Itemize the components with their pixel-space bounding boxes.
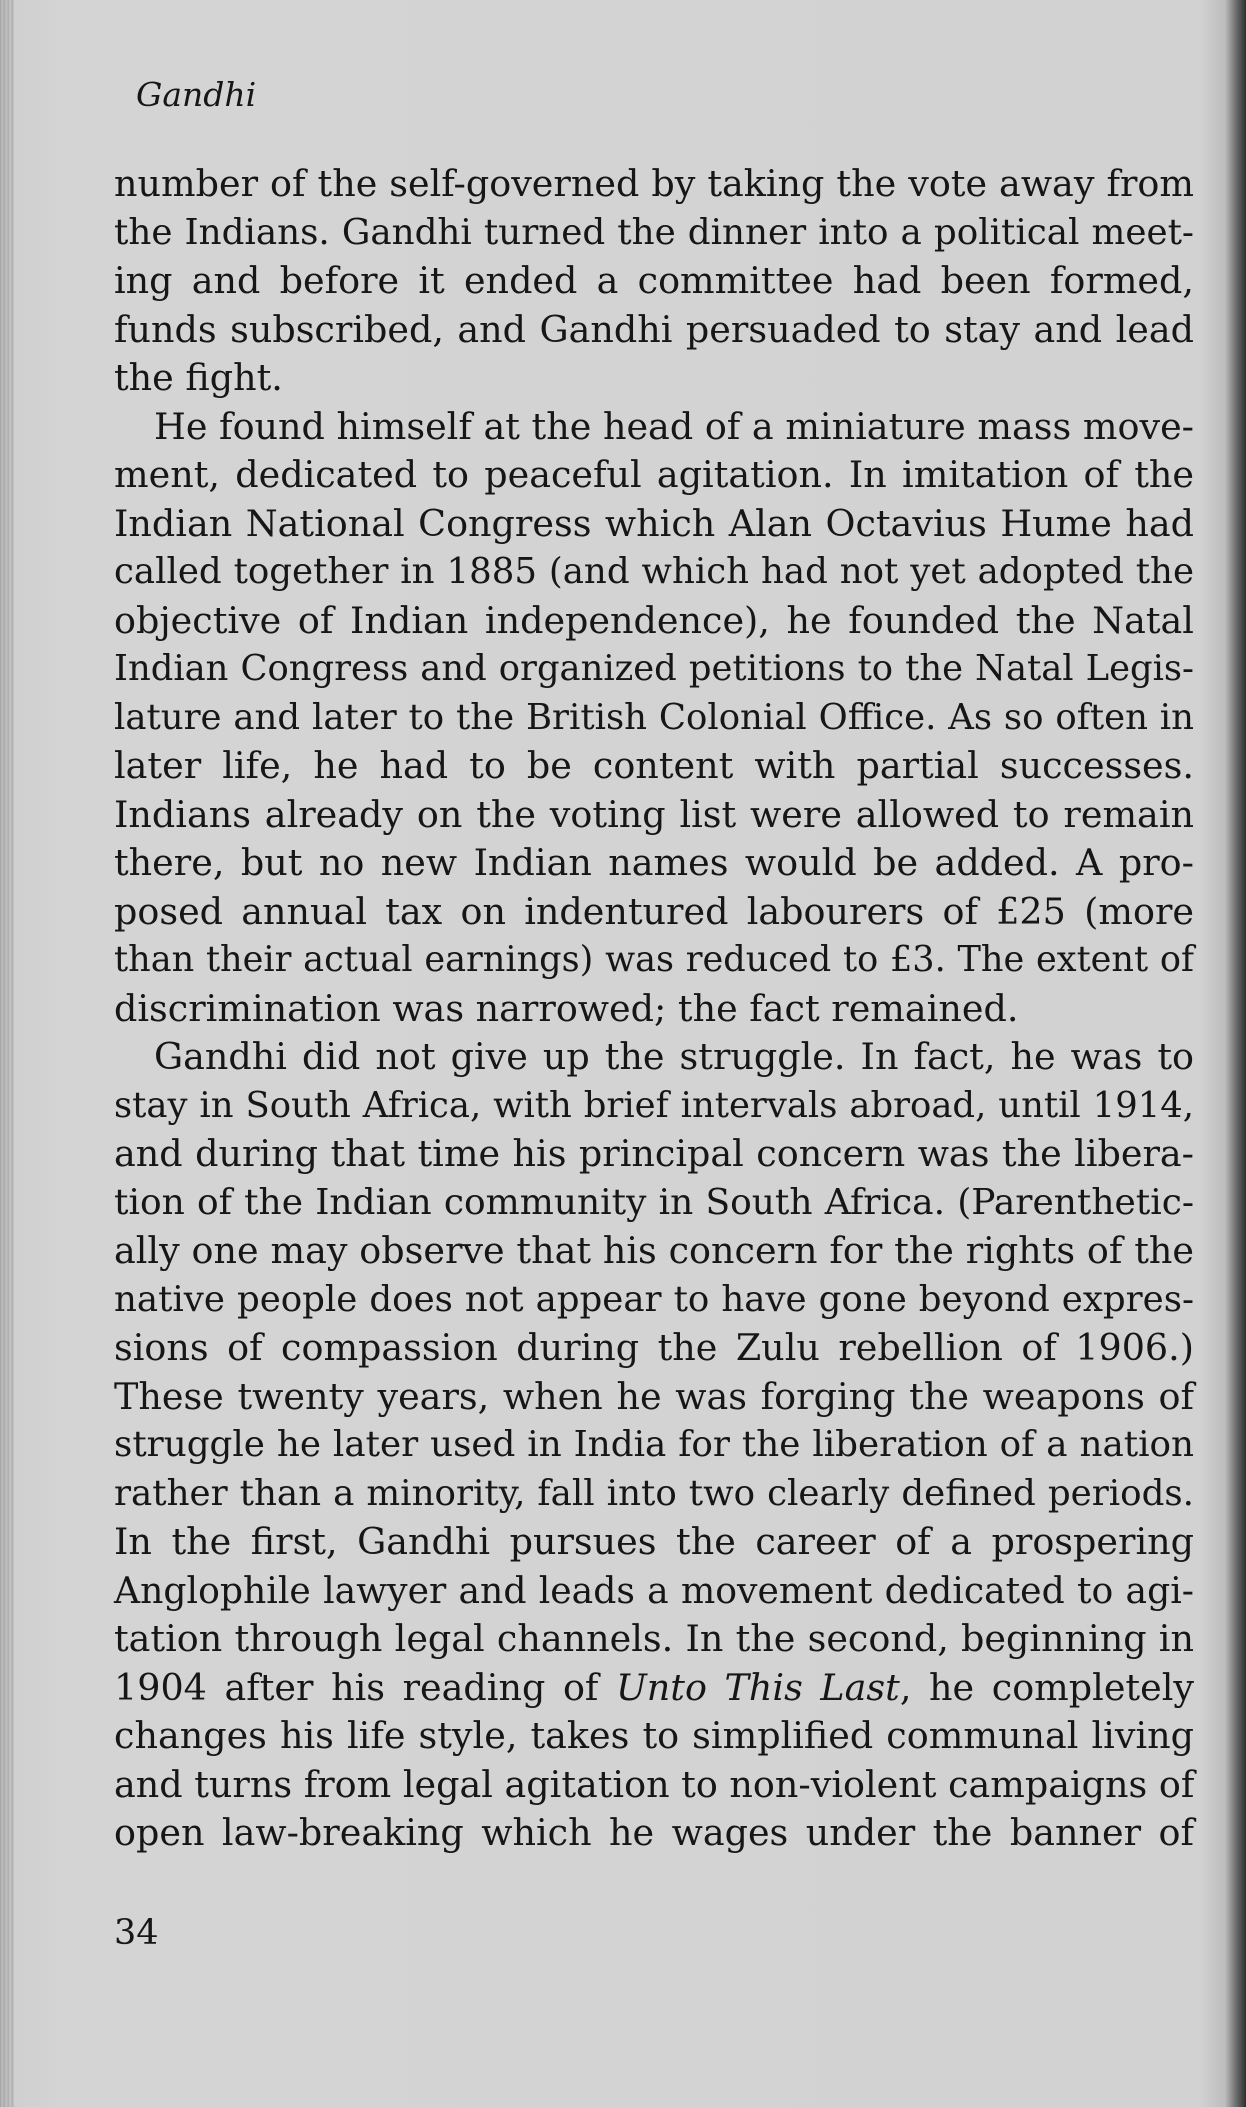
text-line: lature and later to the British Colonial Office. As so often in [114, 696, 1194, 738]
text-line: Indian Congress and organized petitions to the Natal Legis- [114, 648, 1194, 689]
text-line: These twenty years, when he was forging the weapons of [114, 1374, 1194, 1418]
text-line: and turns from legal agitation to non-violent campaigns of [114, 1762, 1195, 1806]
text-line: objective of Indian independence), he founded the Natal [114, 598, 1194, 642]
text-line: He found himself at the head of a miniature mass move- [154, 404, 1194, 448]
text-line: stay in South Africa, with brief intervals abroad, until 1914, [114, 1084, 1194, 1126]
text-line: funds subscribed, and Gandhi persuaded to stay and lead [114, 307, 1194, 351]
text-line: the fight. [114, 356, 283, 399]
page-number: 34 [114, 1913, 159, 1953]
text-line: native people does not appear to have gone beyond expres- [114, 1278, 1194, 1320]
binding-edge [0, 0, 14, 2107]
text-line: ment, dedicated to peaceful agitation. In imitation of the [114, 453, 1194, 496]
text-run: 1904 after his reading of [114, 1665, 617, 1709]
body-text [114, 160, 1194, 1858]
text-line: the Indians. Gandhi turned the dinner into a political meet- [114, 211, 1194, 253]
text-line: Anglophile lawyer and leads a movement dedicated to agi- [114, 1568, 1194, 1612]
text-line: rather than a minority, fall into two clearly defined periods. [114, 1472, 1194, 1514]
text-line [114, 1664, 1194, 1713]
text-line: ally one may observe that his concern for the rights of the [114, 1229, 1194, 1272]
text-line: called together in 1885 (and which had not yet adopted the [114, 551, 1194, 592]
text-line: In the first, Gandhi pursues the career of a prospering [114, 1520, 1194, 1563]
text-line: tation through legal channels. In the second, beginning in [114, 1617, 1194, 1660]
text-line: sions of compassion during the Zulu rebellion of 1906.) [114, 1326, 1194, 1369]
text-line: there, but no new Indian names would be added. A pro- [114, 841, 1194, 884]
text-line: ing and before it ended a committee had been formed, [114, 259, 1194, 302]
text-line: tion of the Indian community in South Africa. (Parenthetic- [114, 1181, 1194, 1223]
book-title: Unto This Last [616, 1665, 900, 1709]
text-run: , he completely [899, 1665, 1194, 1709]
text-line: posed annual tax on indentured labourers of £25 (more [114, 889, 1194, 933]
text-line: changes his life style, takes to simplified communal living [114, 1714, 1194, 1757]
text-line: Gandhi did not give up the struggle. In fact, he was to [154, 1035, 1194, 1078]
text-line: than their actual earnings) was reduced to £3. The extent of [114, 939, 1194, 980]
text-line: open law-breaking which he wages under the banner of [114, 1811, 1194, 1854]
running-head: Gandhi [136, 75, 257, 114]
text-line: number of the self-governed by taking the vote away from [114, 162, 1194, 205]
text-line: discrimination was narrowed; the fact remained. [114, 986, 1019, 1030]
text-line: later life, he had to be content with partial successes. [114, 744, 1194, 787]
text-line: Indian National Congress which Alan Octavius Hume had [114, 501, 1194, 545]
text-line: struggle he later used in India for the liberation of a nation [114, 1424, 1194, 1465]
text-line: Indians already on the voting list were allowed to remain [114, 792, 1194, 836]
text-line: and during that time his principal concern was the libera- [114, 1132, 1194, 1175]
